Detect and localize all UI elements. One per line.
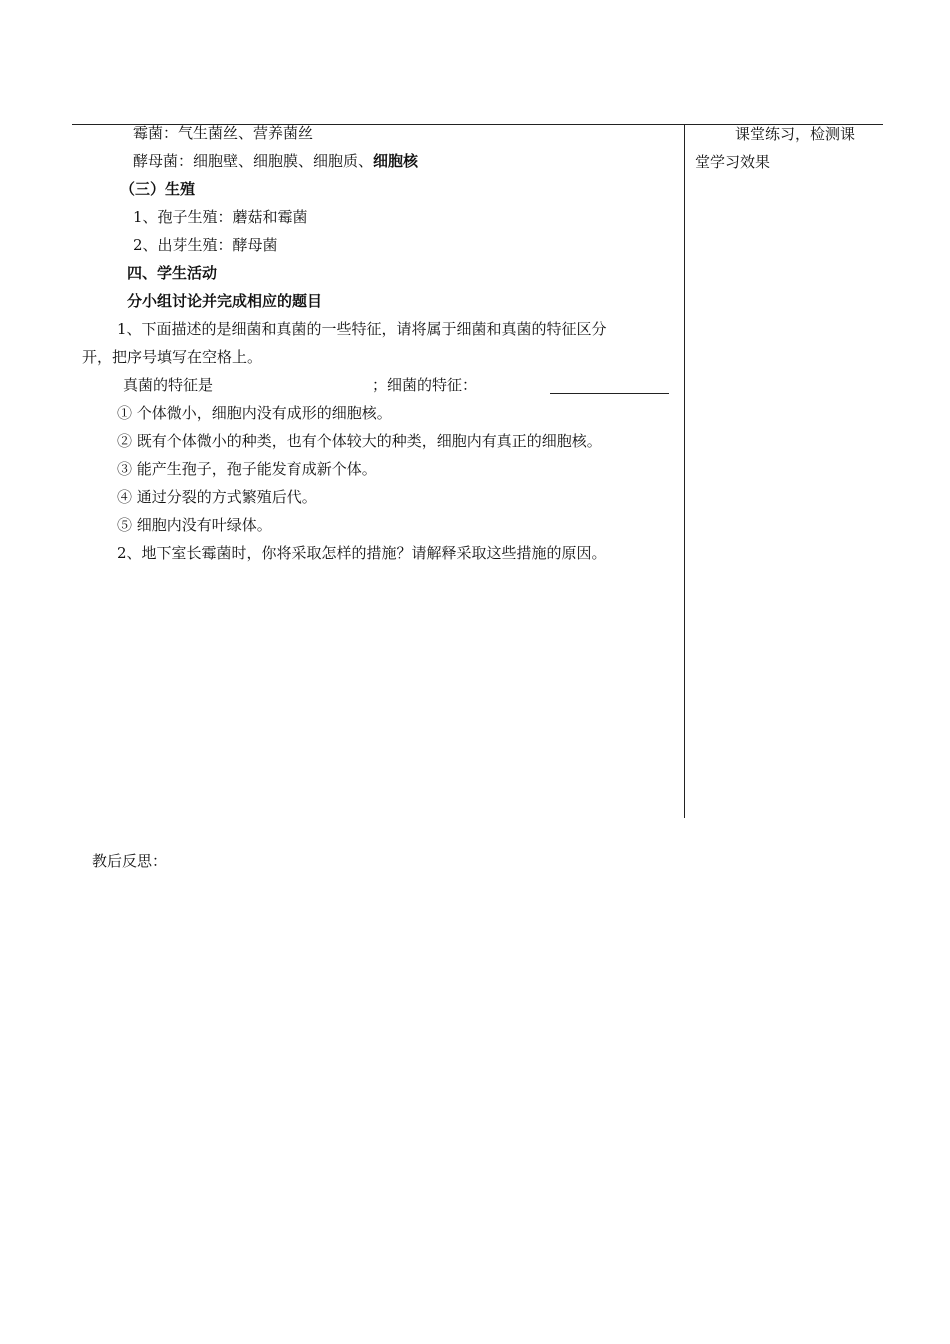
question-1-line-1: 1、下面描述的是细菌和真菌的一些特征，请将属于细菌和真菌的特征区分 xyxy=(117,320,607,338)
reproduction-item-1: 1、孢子生殖：蘑菇和霉菌 xyxy=(133,208,308,226)
reproduction-item-2: 2、出芽生殖：酵母菌 xyxy=(133,236,278,254)
yeast-structure-bold: 细胞核 xyxy=(373,152,419,170)
yeast-structure-prefix: 酵母菌：细胞壁、细胞膜、细胞质、 xyxy=(133,152,374,170)
option-3: ③ 能产生孢子，孢子能发育成新个体。 xyxy=(117,460,377,478)
option-1: ① 个体微小，细胞内没有成形的细胞核。 xyxy=(117,404,392,422)
option-2: ② 既有个体微小的种类，也有个体较大的种类，细胞内有真正的细胞核。 xyxy=(117,432,602,450)
yeast-structure-text xyxy=(133,151,418,171)
answer-blank-line xyxy=(550,393,669,394)
bacteria-features-label: ；细菌的特征： xyxy=(372,376,478,394)
option-4: ④ 通过分裂的方式繁殖后代。 xyxy=(117,488,317,506)
column-divider xyxy=(684,124,685,818)
fungi-features-label: 真菌的特征是 xyxy=(123,376,214,394)
question-1-line-2: 开，把序号填写在空格上。 xyxy=(82,348,263,366)
option-5: ⑤ 细胞内没有叶绿体。 xyxy=(117,516,272,534)
heading-student-activity: 四、学生活动 xyxy=(127,264,218,282)
side-note-line-2: 堂学习效果 xyxy=(695,153,771,171)
subheading-group-discussion: 分小组讨论并完成相应的题目 xyxy=(127,292,323,310)
heading-reproduction: （三）生殖 xyxy=(120,180,196,198)
question-2: 2、地下室长霉菌时，你将采取怎样的措施？请解释采取这些措施的原因。 xyxy=(117,544,607,562)
mold-structure-text: 霉菌：气生菌丝、营养菌丝 xyxy=(133,124,314,142)
side-note-line-1: 课堂练习，检测课 xyxy=(735,125,856,143)
teaching-reflection-label: 教后反思： xyxy=(92,852,168,870)
